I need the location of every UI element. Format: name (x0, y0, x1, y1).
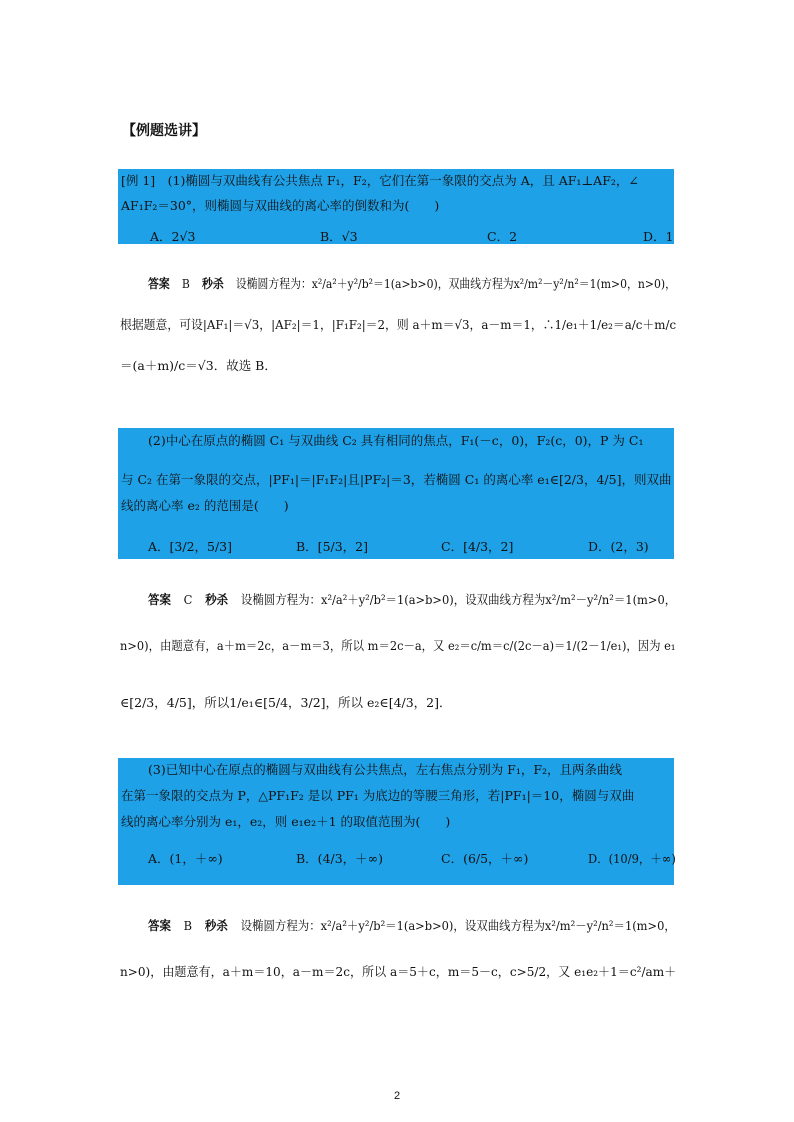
answer-label: 答案 (148, 276, 170, 291)
q3-line-1: (3)已知中心在原点的椭圆与双曲线有公共焦点，左右焦点分别为 F₁，F₂，且两条曲线 (148, 762, 623, 777)
q2-option-a: A．[3/2，5/3] (148, 539, 233, 554)
q2-option-b: B．[5/3，2] (296, 539, 369, 554)
a2-line-1 (148, 591, 676, 609)
q3-line-2: 在第一象限的交点为 P，△PF₁F₂ 是以 PF₁ 为底边的等腰三角形，若|PF₁|＝10，椭圆与双曲 (121, 788, 635, 803)
q1-line-1: [例 1] (1)椭圆与双曲线有公共焦点 F₁，F₂，它们在第一象限的交点为 A，且 AF₁⊥AF₂，∠ (121, 173, 639, 188)
q2-line-3: 线的离心率 e₂ 的范围是( ) (121, 498, 289, 513)
a2-line-3: ∈[2/3，4/5]，所以1/e₁∈[5/4，3/2]，所以 e₂∈[4/3，2]． (120, 695, 452, 710)
shortcut-label: 秒杀 (204, 918, 228, 933)
q1-option-a: A．2√3 (150, 229, 196, 244)
q2-option-c: C．[4/3，2] (441, 539, 514, 554)
q1-option-b: B．√3 (320, 229, 358, 244)
answer-text: 设椭圆方程为：x²/a²＋y²/b²＝1(a>b>0)，双曲线方程为x²/m²－y²/n²＝1(m>0，n>0)， (235, 276, 676, 291)
q2-line-2: 与 C₂ 在第一象限的交点，|PF₁|＝|F₁F₂|且|PF₂|＝3，若椭圆 C₁ 的离心率 e₁∈[2/3，4/5]，则双曲 (121, 472, 672, 487)
page-number: 2 (394, 1090, 401, 1102)
q2-option-d: D．(2，3) (588, 539, 649, 554)
answer-choice: B (183, 918, 193, 933)
q3-option-d: D．(10/9，＋∞) (588, 851, 676, 866)
answer-text: 设椭圆方程为：x²/a²＋y²/b²＝1(a>b>0)，设双曲线方程为x²/m²－y²/n²＝1(m>0， (240, 918, 676, 933)
answer-text: 设椭圆方程为：x²/a²＋y²/b²＝1(a>b>0)，设双曲线方程为x²/m²－y²/n²＝1(m>0， (240, 592, 677, 607)
answer-choice: B (181, 276, 190, 291)
q3-option-a: A．(1，＋∞) (148, 851, 223, 866)
a1-line-3: ＝(a＋m)/c＝√3．故选 B． (120, 358, 277, 373)
answer-label: 答案 (148, 918, 171, 933)
shortcut-label: 秒杀 (201, 276, 224, 291)
q3-line-3: 线的离心率分别为 e₁，e₂，则 e₁e₂＋1 的取值范围为( ) (121, 814, 451, 829)
q3-option-b: B．(4/3，＋∞) (296, 851, 383, 866)
a1-line-1 (148, 275, 676, 293)
q1-line-2: AF₁F₂＝30°，则椭圆与双曲线的离心率的倒数和为( ) (121, 198, 440, 213)
shortcut-label: 秒杀 (205, 592, 229, 607)
q3-option-c: C．(6/5，＋∞) (441, 851, 529, 866)
a3-line-1 (148, 917, 676, 935)
a3-line-2: n>0)，由题意有，a＋m＝10，a－m＝2c，所以 a＝5＋c，m＝5－c，c>5/2，又 e₁e₂＋1＝c²/am＋ (120, 964, 677, 979)
q2-line-1: (2)中心在原点的椭圆 C₁ 与双曲线 C₂ 具有相同的焦点，F₁(－c，0)，F₂(c，0)，P 为 C₁ (148, 433, 644, 448)
a1-line-2: 根据题意，可设|AF₁|＝√3，|AF₂|＝1，|F₁F₂|＝2，则 a＋m＝√3，a－m＝1，∴1/e₁＋1/e₂＝a/c＋m/c (120, 317, 677, 332)
q1-option-c: C．2 (487, 229, 518, 244)
section-title: 【例题选讲】 (122, 123, 206, 139)
answer-label: 答案 (148, 592, 171, 607)
a2-line-2: n>0)，由题意有，a＋m＝2c，a－m＝3，所以 m＝2c－a，又 e₂＝c/m＝c/(2c－a)＝1/(2－1/e₁)，因为 e₁ (120, 638, 676, 653)
q1-option-d: D．1 (643, 229, 674, 244)
answer-choice: C (183, 592, 193, 607)
